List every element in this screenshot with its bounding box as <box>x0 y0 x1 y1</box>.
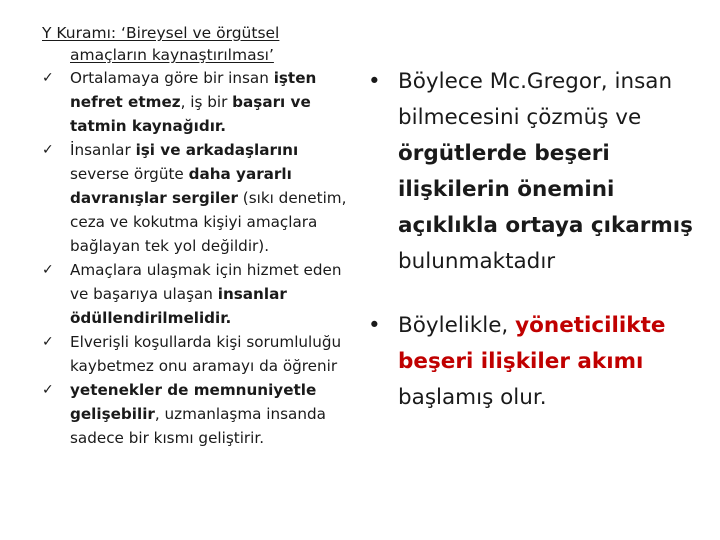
item-bold: işten nefret etmez <box>70 69 317 111</box>
list-item <box>42 66 362 138</box>
item-text: Ortalamaya göre bir insan <box>70 69 274 87</box>
item-text: (sıkı denetim, ceza ve kokutma kişiyi amaçlara bağlayan tek yol değildir). <box>70 189 347 255</box>
heading-line-2: amaçların kaynaştırılması’ <box>70 46 274 64</box>
bullet-text: başlamış olur. <box>398 385 547 410</box>
item-text: , uzmanlaşma insanda sadece bir kısmı geliştirir. <box>70 405 326 447</box>
item-text: İnsanlar <box>70 141 136 159</box>
checkmark-icon: ✓ <box>42 262 54 278</box>
item-bold: daha yararlı davranışlar sergiler <box>70 165 292 207</box>
bullet-item <box>368 308 708 416</box>
list-item <box>42 330 362 378</box>
bullet-text: bulunmaktadır <box>398 249 556 274</box>
item-text: Elverişli koşullarda kişi sorumluluğu kaybetmez onu aramayı da öğrenir <box>70 333 342 375</box>
item-bold: insanlar ödüllendirilmelidir. <box>70 285 287 327</box>
checkmark-icon: ✓ <box>42 70 54 86</box>
item-text: Amaçlara ulaşmak için hizmet eden ve başarıya ulaşan <box>70 261 342 303</box>
item-bold: yetenekler de memnuniyetle gelişebilir <box>70 381 317 423</box>
checkmark-icon: ✓ <box>42 142 54 158</box>
checkmark-icon: ✓ <box>42 334 54 350</box>
item-bold: işi ve arkadaşlarını <box>135 141 299 159</box>
list-item <box>42 138 362 258</box>
right-panel <box>368 64 708 416</box>
heading-line-1: Y Kuramı: ‘Bireysel ve örgütsel <box>42 24 280 42</box>
list-item <box>42 378 362 450</box>
bullet-icon: • <box>368 313 381 338</box>
item-text: , iş bir <box>180 93 233 111</box>
bullet-icon: • <box>368 69 381 94</box>
item-text: severse örgüte <box>70 165 189 183</box>
bullet-bold: örgütlerde beşeri ilişkilerin önemini açıklıkla ortaya çıkarmış <box>398 141 693 238</box>
list-item <box>42 258 362 330</box>
left-panel <box>42 22 362 450</box>
section-heading <box>42 22 362 66</box>
bullet-highlight: yöneticilikte beşeri ilişkiler akımı <box>398 313 666 374</box>
item-bold: başarı ve tatmin kaynağıdır. <box>70 93 311 135</box>
bullet-text: Böylelikle, <box>398 313 516 338</box>
bullet-text: Böylece Mc.Gregor, insan bilmecesini çözmüş ve <box>398 69 673 130</box>
check-list <box>42 66 362 450</box>
bullet-item <box>368 64 708 280</box>
checkmark-icon: ✓ <box>42 382 54 398</box>
